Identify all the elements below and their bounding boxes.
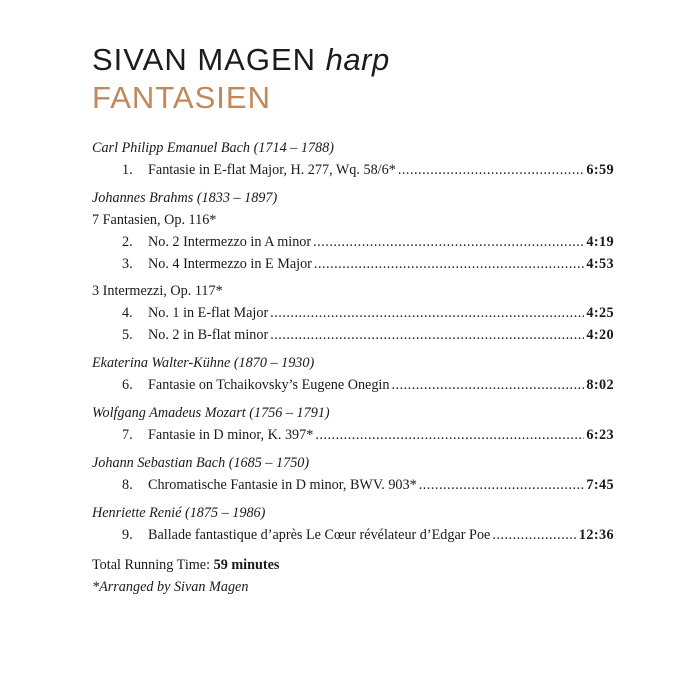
work-set-heading: 3 Intermezzi, Op. 117* [92,283,223,299]
track-row [92,302,614,324]
track-number: 3. [122,256,133,272]
work-set-heading: 7 Fantasien, Op. 116* [92,212,217,228]
track-duration: 4:53 [586,256,614,272]
album-title: FANTASIEN [92,80,271,115]
track-number: 5. [122,327,133,343]
composer-heading: Wolfgang Amadeus Mozart (1756 – 1791) [92,405,330,421]
track-number: 6. [122,377,133,393]
track-duration: 12:36 [578,527,614,543]
artist-line [92,44,390,82]
composer-heading: Johannes Brahms (1833 – 1897) [92,190,278,206]
composer-heading: Ekaterina Walter-Kühne (1870 – 1930) [92,355,315,371]
track-title: Chromatische Fantasie in D minor, BWV. 903* [148,477,417,493]
dot-leader [314,253,585,275]
dot-leader [391,374,584,396]
composer-heading: Henriette Renié (1875 – 1986) [92,505,266,521]
track-row [92,474,614,496]
instrument-label: harp [325,42,390,77]
track-number: 9. [122,527,133,543]
track-row [92,424,614,446]
listing-footer [92,554,614,598]
track-duration: 7:45 [586,477,614,493]
dot-leader [398,159,585,181]
total-running-time [92,554,614,576]
track-title: Fantasie on Tchaikovsky’s Eugene Onegin [148,377,390,393]
track-row [92,159,614,181]
dot-leader [270,324,584,346]
track-title: Fantasie in D minor, K. 397* [148,427,314,443]
arrangement-note: *Arranged by Sivan Magen [92,579,249,595]
track-title: Ballade fantastique d’après Le Cœur révélateur d’Edgar Poe [148,527,491,543]
track-duration: 6:59 [586,162,614,178]
track-listing [92,137,614,598]
track-number: 2. [122,234,133,250]
track-number: 8. [122,477,133,493]
track-row [92,253,614,275]
dot-leader [270,302,584,324]
track-row [92,231,614,253]
track-number: 1. [122,162,133,178]
composer-heading: Johann Sebastian Bach (1685 – 1750) [92,455,310,471]
track-duration: 8:02 [586,377,614,393]
artist-name: SIVAN MAGEN [92,42,317,77]
track-row [92,324,614,346]
track-title: No. 2 Intermezzo in A minor [148,234,312,250]
dot-leader [313,231,584,253]
track-duration: 4:25 [586,305,614,321]
track-number: 7. [122,427,133,443]
dot-leader [315,424,584,446]
track-title: No. 2 in B-flat minor [148,327,269,343]
composer-heading: Carl Philipp Emanuel Bach (1714 – 1788) [92,140,334,156]
track-title: No. 1 in E-flat Major [148,305,269,321]
dot-leader [419,474,585,496]
total-label: Total Running Time: [92,557,211,573]
track-title: No. 4 Intermezzo in E Major [148,256,312,272]
track-row [92,524,614,546]
track-duration: 4:19 [586,234,614,250]
dot-leader [492,524,577,546]
track-title: Fantasie in E-flat Major, H. 277, Wq. 58/6* [148,162,396,178]
track-number: 4. [122,305,133,321]
track-duration: 4:20 [586,327,614,343]
total-value: 59 minutes [213,557,280,573]
track-row [92,374,614,396]
track-duration: 6:23 [586,427,614,443]
album-header [92,44,390,120]
